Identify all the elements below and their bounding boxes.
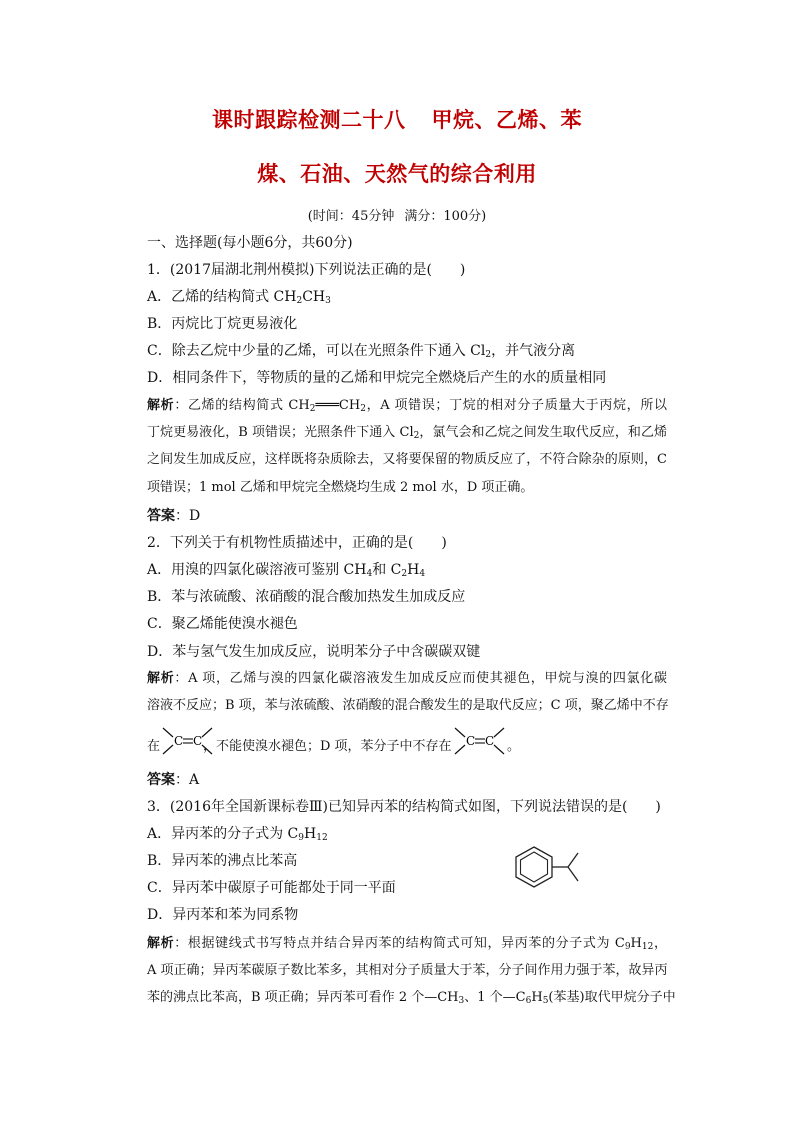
q1-option-c: C．除去乙烷中少量的乙烯，可以在光照条件下通入 $Cl_2$，并气液分离: [147, 343, 576, 360]
q3-explanation-line2: A 项正确；异丙苯碳原子数比苯多，其相对分子质量大于苯，分子间作用力强于苯，故异丙: [147, 963, 668, 978]
q3-option-a: A．异丙苯的分子式为 $C_9H_{12}$: [147, 826, 328, 843]
exam-meta: [0, 205, 794, 224]
q3-option-d: D．异丙苯和苯为同系物: [147, 907, 299, 923]
document-page: 课时跟踪检测二十八 甲烷、乙烯、苯 煤、石油、天然气的综合利用 (时间：45分钟 满分：100分) 一、选择题(每小题6分，共60分) 1．(2017届湖北荆州模拟)下列说法正确的是( ) A．乙烯的结构简式 $CH_2CH_3$ B．丙烷比丁烷更易液化 C．除去乙烷中少量的乙烯，可以在光照条件下通入 $Cl_2$，并气液分离 D．相同条件下，等物质的量的乙烯和甲烷完全燃烧后产生的水的质量相同 解析：乙烯的结构简式 $CH_2═══CH_2$，A 项错误；丁烷的相对分子质量大于丙烷，所以 丁烷更易液化，B 项错误；光照条件下通入 $Cl_2$，氯气会和乙烷之间发生取代反应，和乙烯 之间发生加成反应，这样既将杂质除去，又将要保留的物质反应了，不符合除杂的原则，C 项错误；1 mol 乙烯和甲烷完全燃烧均生成 2 mol 水，D 项正确。 答案：D 2．下列关于有机物性质描述中，正确的是( ) A．用溴的四氯化碳溶液可鉴别 $CH_4$和 $C_2H_4$ B．苯与浓硫酸、浓硝酸的混合酸加热发生加成反应 C．聚乙烯能使溴水褪色 D．苯与氢气发生加成反应，说明苯分子中含碳碳双键 解析：A 项，乙烯与溴的四氯化碳溶液发生加成反应而使其褪色，甲烷与溴的四氯化碳 溶液不反应；B 项，苯与浓硫酸、浓硝酸的混合酸发生的是取代反应；C 项，聚乙烯中不存 在 C C ，不能使溴水褪色；D 项，苯分子中不存在 C C 。 答案：A 3．(2016年全国新课标卷Ⅲ)已知异丙苯的结构简式如图，下列说法错误的是( ) A．异丙苯的分子式为 $C_9H_{12}$ B．异丙苯的沸点比苯高 C．异丙苯中碳原子可能都处于同一平面 D．异丙苯和苯为同系物 解析：根据键线式书写特点并结合异丙苯的结构简式可知，异丙苯的分子式为 $C_9H_{12}$， A 项正确；异丙苯碳原子数比苯多，其相对分子质量大于苯，分子间作用力强于苯，故异丙 苯的沸点比苯高，B 项正确；异丙苯可看作 2 个$—CH_3$、1 个$—C_6H_5$(苯基)取代甲烷分子中: [0, 0, 794, 1123]
svg-text:C: C: [466, 734, 476, 748]
q2-explanation-line1: 解析：A 项，乙烯与溴的四氯化碳溶液发生加成反应而使其褪色，甲烷与溴的四氯化碳: [147, 671, 667, 686]
q1-option-a: A．乙烯的结构简式 $CH_2CH_3$: [147, 289, 331, 306]
time-limit: (时间：45分钟: [307, 209, 395, 224]
q3-option-b: B．异丙苯的沸点比苯高: [147, 853, 298, 869]
q1-explanation-line2: 丁烷更易液化，B 项错误；光照条件下通入 $Cl_2$，氯气会和乙烷之间发生取代反应，和乙烯: [147, 425, 667, 441]
cumene-structure-diagram: [512, 843, 588, 891]
q3-explanation-line1: 解析：根据键线式书写特点并结合异丙苯的结构简式可知，异丙苯的分子式为 $C_9H_{12}$，: [147, 936, 667, 952]
q2-stem: 2．下列关于有机物性质描述中，正确的是( ): [147, 535, 447, 551]
q2-option-a: A．用溴的四氯化碳溶液可鉴别 $CH_4$和 $C_2H_4$: [147, 562, 426, 579]
q1-option-d: D．相同条件下，等物质的量的乙烯和甲烷完全燃烧后产生的水的质量相同: [147, 370, 607, 386]
q1-answer: 答案：D: [147, 508, 201, 524]
q3-option-c: C．异丙苯中碳原子可能都处于同一平面: [147, 880, 396, 896]
q1-explanation-line1: 解析：乙烯的结构简式 $CH_2═══CH_2$，A 项错误；丁烷的相对分子质量大于丙烷，所以: [147, 398, 667, 414]
q1-stem: 1．(2017届湖北荆州模拟)下列说法正确的是( ): [147, 262, 466, 278]
page-title-line2: 煤、石油、天然气的综合利用: [257, 162, 537, 186]
carbon-double-bond-structure-2: [453, 724, 507, 758]
q2-answer: 答案：A: [147, 772, 200, 788]
svg-text:C: C: [193, 734, 203, 748]
svg-text:C: C: [485, 734, 495, 748]
total-score: 满分：100分): [404, 209, 487, 224]
benzene-inner-ring: [521, 852, 548, 882]
svg-text:C: C: [174, 734, 184, 748]
q1-explanation-line3: 之间发生加成反应，这样既将杂质除去，又将要保留的物质反应了，不符合除杂的原则，C: [147, 452, 667, 467]
q1-option-b: B．丙烷比丁烷更易液化: [147, 316, 298, 332]
q2-option-b: B．苯与浓硫酸、浓硝酸的混合酸加热发生加成反应: [147, 589, 466, 605]
page-title-line1: [0, 104, 794, 134]
title-part-2: 甲烷、乙烯、苯: [431, 108, 582, 132]
section-heading: 一、选择题(每小题6分，共60分): [147, 235, 353, 251]
q2-option-d: D．苯与氢气发生加成反应，说明苯分子中含碳碳双键: [147, 644, 481, 660]
q3-stem: 3．(2016年全国新课标卷Ⅲ)已知异丙苯的结构简式如图，下列说法错误的是( ): [147, 799, 661, 815]
q2-option-c: C．聚乙烯能使溴水褪色: [147, 616, 298, 632]
q2-explanation-line2: 溶液不反应；B 项，苯与浓硫酸、浓硝酸的混合酸发生的是取代反应；C 项，聚乙烯中不存: [147, 698, 669, 713]
q3-explanation-line3: 苯的沸点比苯高，B 项正确；异丙苯可看作 2 个$—CH_3$、1 个$—C_6H_5$(苯基)取代甲烷分子中: [147, 990, 676, 1006]
q1-explanation-line4: 项错误；1 mol 乙烯和甲烷完全燃烧均生成 2 mol 水，D 项正确。: [147, 480, 534, 495]
title-part-1: 课时跟踪检测二十八: [212, 108, 406, 132]
